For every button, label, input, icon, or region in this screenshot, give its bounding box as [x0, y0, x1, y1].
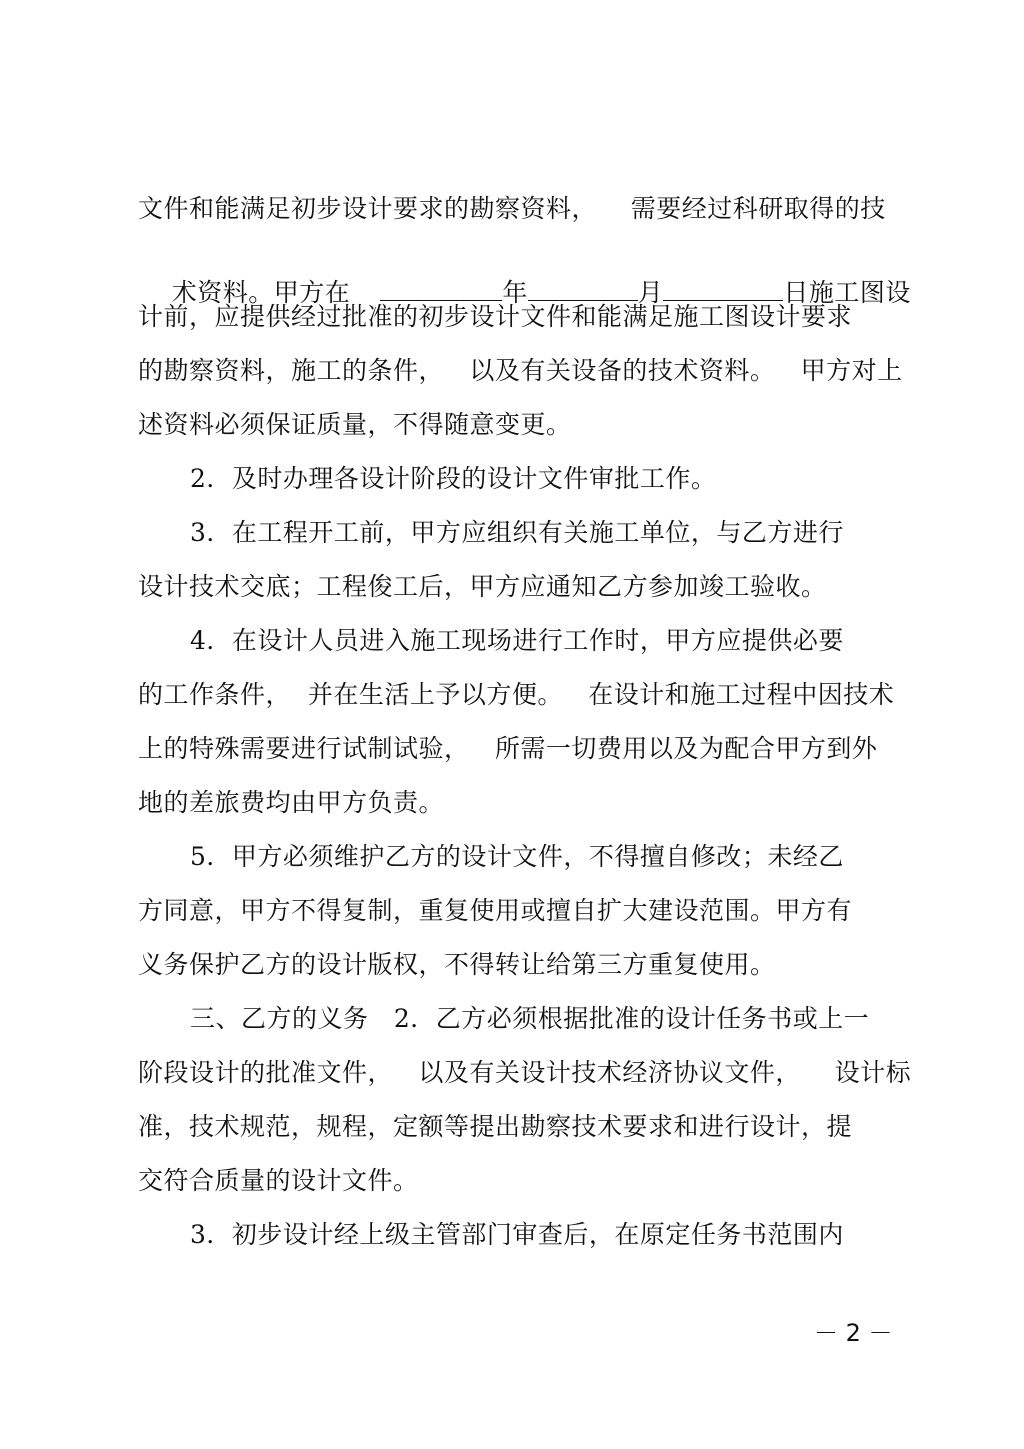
paragraph-line: 述资料必须保证质量，不得随意变更。: [138, 410, 572, 439]
paragraph-line: 设计技术交底；工程俊工后，甲方应通知乙方参加竣工验收。: [138, 572, 827, 601]
date-line-year: 年: [502, 278, 528, 307]
year-blank: [380, 278, 502, 301]
paragraph-line: 计前，应提供经过批准的初步设计文件和能满足施工图设计要求: [138, 302, 853, 331]
paragraph-line: 阶段设计的批准文件， 以及有关设计技术经济协议文件， 设计标: [138, 1058, 912, 1087]
paragraph-line: 2．及时办理各设计阶段的设计文件审批工作。: [190, 464, 717, 493]
paragraph-line: 5．甲方必须维护乙方的设计文件，不得擅自修改；未经乙: [190, 842, 844, 871]
date-line-prefix: 术资料。甲方在: [171, 278, 351, 307]
paragraph-line: 上的特殊需要进行试制试验， 所需一切费用以及为配合甲方到外: [138, 734, 878, 763]
paragraph-line: 的勘察资料，施工的条件， 以及有关设备的技术资料。 甲方对上: [138, 356, 903, 385]
paragraph-line: 3．在工程开工前，甲方应组织有关施工单位，与乙方进行: [190, 518, 844, 547]
paragraph-line: 义务保护乙方的设计版权，不得转让给第三方重复使用。: [138, 950, 776, 979]
paragraph-line: 3．初步设计经上级主管部门审查后，在原定任务书范围内: [190, 1220, 844, 1249]
page-number: － 2 －: [814, 1319, 893, 1347]
month-blank: [528, 278, 638, 301]
paragraph-line: 准，技术规范，规程，定额等提出勘察技术要求和进行设计，提: [138, 1112, 853, 1141]
paragraph-line: 地的差旅费均由甲方负责。: [138, 788, 445, 817]
paragraph-line: 的工作条件， 并在生活上予以方便。 在设计和施工过程中因技术: [138, 680, 895, 709]
paragraph-line: 方同意，甲方不得复制，重复使用或擅自扩大建设范围。甲方有: [138, 896, 853, 925]
day-blank: [663, 278, 783, 301]
date-line-month: 月: [637, 278, 664, 307]
paragraph-line: 文件和能满足初步设计要求的勘察资料， 需要经过科研取得的技: [138, 194, 886, 223]
paragraph-line: 交符合质量的设计文件。: [138, 1166, 419, 1195]
date-line-suffix: 日施工图设: [783, 278, 911, 307]
section-heading-line: 三、乙方的义务 2．乙方必须根据批准的设计任务书或上一: [190, 1004, 870, 1033]
paragraph-line: 4．在设计人员进入施工现场进行工作时，甲方应提供必要: [190, 626, 844, 655]
